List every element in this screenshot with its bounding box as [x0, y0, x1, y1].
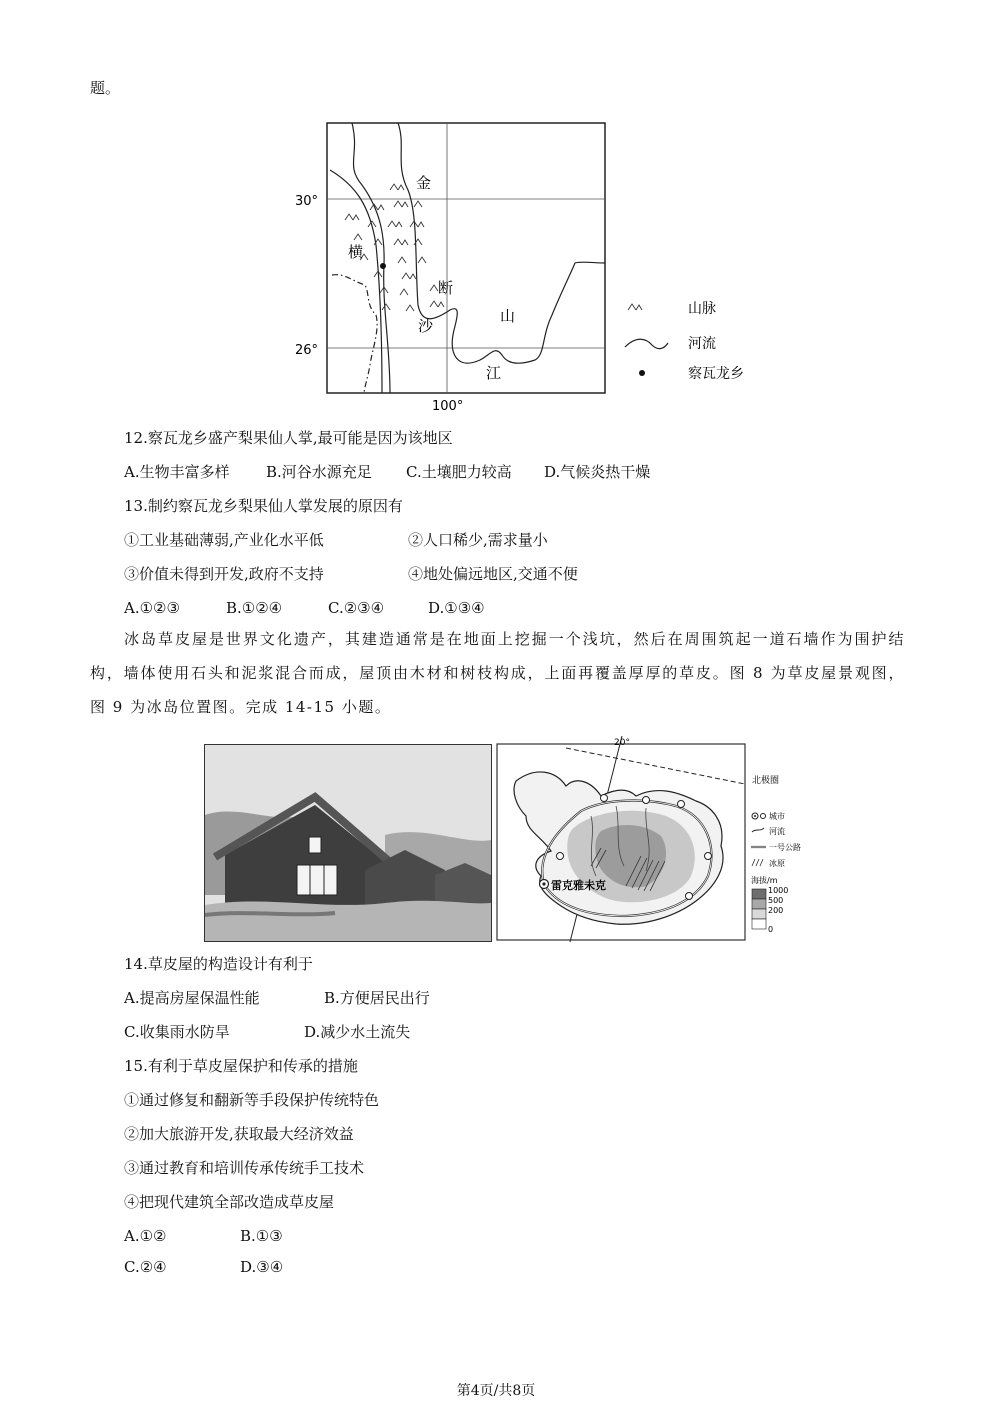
q14-options-row2: [124, 1022, 824, 1042]
label-jiang: 江: [486, 364, 502, 382]
legend-glacier-icon: [752, 859, 763, 866]
map-frame: [327, 123, 605, 393]
city-marker: [678, 801, 685, 808]
q15-item-4: ④把现代建筑全部改造成草皮屋: [124, 1193, 335, 1211]
q13-option-d: D.①③④: [428, 599, 485, 617]
q14-stem: 14.草皮屋的构造设计有利于: [124, 955, 313, 973]
q12-option-b: B.河谷水源充足: [266, 463, 372, 481]
q13-option-b: B.①②④: [226, 599, 283, 617]
q13-item-4: ④地处偏远地区,交通不便: [408, 565, 578, 583]
legend-elev-200-swatch: [752, 909, 766, 919]
q12-option-c: C.土壤肥力较高: [406, 463, 512, 481]
house-attic-window: [309, 837, 321, 853]
q14-options-row1: [124, 988, 824, 1008]
legend-road-label: 一号公路: [769, 843, 801, 852]
q15-option-a: A.①②: [124, 1227, 167, 1245]
city-marker: [705, 853, 712, 860]
city-marker: [686, 893, 693, 900]
q12-option-a: A.生物丰富多样: [124, 463, 230, 481]
top-fragment: 题。: [90, 79, 121, 97]
house-window: [297, 865, 337, 895]
q13-item-2: ②人口稀少,需求量小: [408, 531, 548, 549]
q15-option-b: B.①③: [240, 1227, 283, 1245]
label-heng: 横: [348, 243, 364, 261]
turf-house-photo-svg: [205, 745, 491, 941]
q13-option-c: C.②③④: [328, 599, 385, 617]
legend-elev-title: 海拔/m: [751, 876, 778, 885]
city-marker: [643, 797, 650, 804]
legend-city-label: 城市: [769, 812, 785, 821]
q15-option-c: C.②④: [124, 1258, 167, 1276]
legend-elev-0-swatch: [752, 919, 766, 929]
q15-options-row2: [124, 1257, 524, 1277]
q15-item-3: ③通过教育和培训传承传统手工技术: [124, 1159, 365, 1177]
label-duan: 断: [438, 279, 454, 297]
q15-item-2: ②加大旅游开发,获取最大经济效益: [124, 1125, 354, 1143]
map1-legend: [625, 301, 744, 382]
figure-iceland-map: [496, 736, 801, 942]
q15-option-d: D.③④: [240, 1258, 284, 1276]
q12-stem: 12.察瓦龙乡盛产梨果仙人掌,最可能是因为该地区: [124, 429, 453, 447]
legend-elev-1000-swatch: [752, 889, 766, 899]
legend-elev-200: 200: [768, 906, 784, 915]
q15-item-1: ①通过修复和翻新等手段保护传统特色: [124, 1091, 380, 1109]
q14-option-d: D.减少水土流失: [304, 1023, 411, 1041]
legend-elev-500: 500: [768, 896, 784, 905]
hengduan-map-svg: [290, 115, 770, 415]
legend-river-label: 河流: [688, 336, 716, 352]
page-footer: 第4页/共8页: [456, 1383, 536, 1399]
figure-hengduan-map: [290, 115, 770, 415]
legend-mountain-label: 山脉: [688, 301, 716, 317]
legend-river-icon: [625, 339, 668, 348]
q15-stem: 15.有利于草皮屋保护和传承的措施: [124, 1057, 358, 1075]
q13-items-row1: [124, 530, 824, 550]
legend-river-icon: [752, 828, 764, 832]
city-marker: [601, 795, 608, 802]
iceland-map-svg: [496, 736, 801, 942]
lon-100-label: 100°: [432, 399, 464, 414]
map2-legend: [751, 811, 801, 934]
q14-option-b: B.方便居民出行: [324, 989, 430, 1007]
q13-options: [124, 598, 824, 618]
ground: [205, 901, 491, 941]
q14-option-a: A.提高房屋保温性能: [124, 989, 260, 1007]
q14-option-c: C.收集雨水防旱: [124, 1023, 230, 1041]
lat-30-label: 30°: [295, 194, 319, 209]
legend-mountain-icon: [628, 304, 642, 310]
q13-item-3: ③价值未得到开发,政府不支持: [124, 565, 324, 583]
legend-glacier-label: 冰原: [769, 859, 785, 868]
q13-items-row2: [124, 564, 824, 584]
arctic-circle-label: 北极圈: [752, 776, 780, 786]
legend-river-label: 河流: [769, 827, 785, 836]
legend-elev-0: 0: [768, 925, 774, 934]
label-shan: 山: [500, 307, 516, 325]
lon-20-label: 20°: [614, 738, 630, 748]
q13-option-a: A.①②③: [124, 599, 180, 617]
chawalong-town-dot: [380, 263, 386, 269]
legend-city-icon: [761, 814, 766, 819]
legend-town-icon: [639, 370, 645, 376]
label-jin: 金: [416, 174, 432, 192]
legend-elev-500-swatch: [752, 899, 766, 909]
q12-options: [124, 462, 824, 482]
legend-elev-1000: 1000: [768, 886, 789, 895]
legend-town-label: 察瓦龙乡: [688, 366, 744, 382]
q15-options-row1: [124, 1226, 524, 1246]
lat-26-label: 26°: [295, 343, 319, 358]
label-sha: 沙: [418, 317, 434, 335]
city-label-reykjavik: 雷克雅未克: [551, 879, 606, 892]
figure-turf-house-photo: [204, 744, 492, 942]
q13-stem: 13.制约察瓦龙乡梨果仙人掌发展的原因有: [124, 497, 403, 515]
passage-turf-house: 冰岛草皮屋是世界文化遗产，其建造通常是在地面上挖掘一个浅坑，然后在周围筑起一道石墙作为围护结构，墙体使用石头和泥浆混合而成，屋顶由木材和树枝构成，上面再覆盖厚厚的草皮。图 8 为草皮屋景观图，图 9 为冰岛位置图。完成 14-15 小题。: [90, 630, 905, 716]
city-marker: [557, 853, 564, 860]
q13-item-1: ①工业基础薄弱,产业化水平低: [124, 531, 324, 549]
q12-option-d: D.气候炎热干燥: [544, 463, 651, 481]
